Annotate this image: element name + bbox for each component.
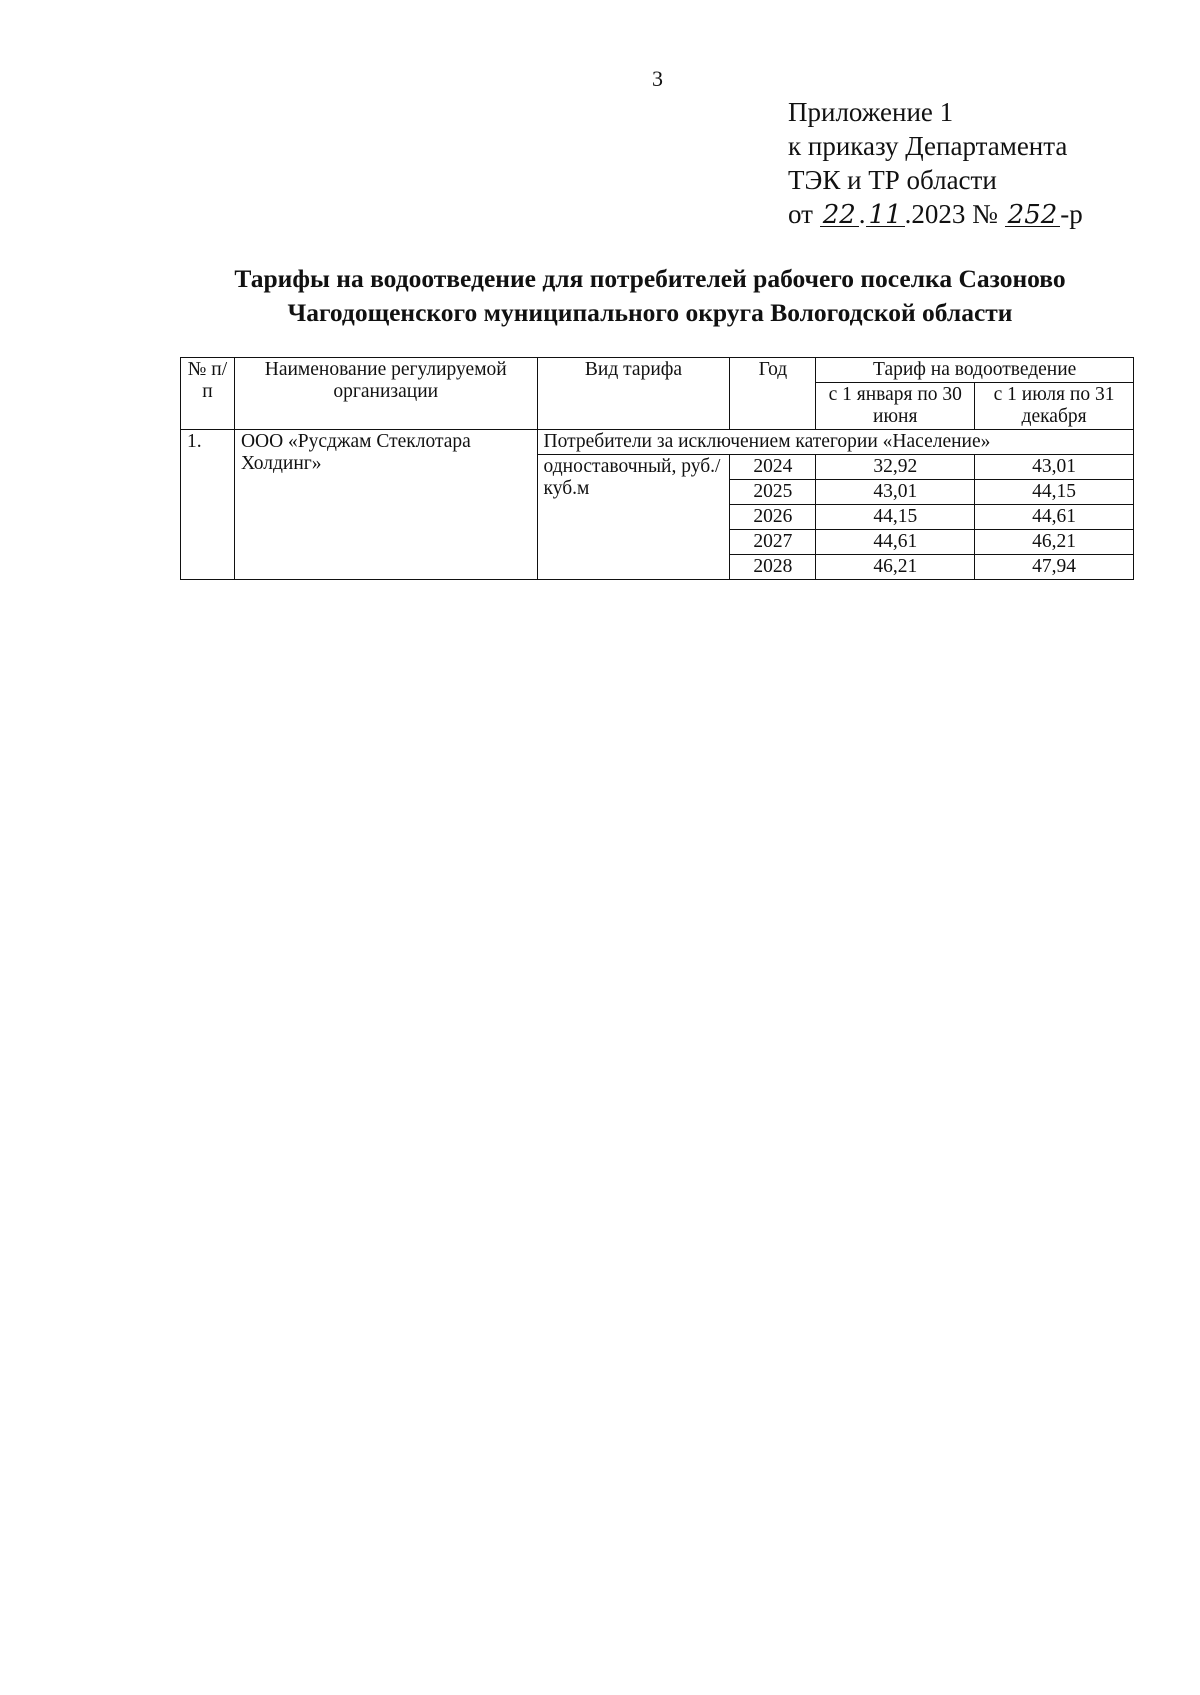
document-title xyxy=(150,262,1150,330)
order-suffix: -р xyxy=(1060,199,1083,229)
appendix-line-3: ТЭК и ТР области xyxy=(788,165,997,195)
year-cell: 2026 xyxy=(730,505,816,530)
tariff-h1-cell: 32,92 xyxy=(816,455,975,480)
header-num: № п/п xyxy=(181,358,235,430)
page-number: 3 xyxy=(652,66,663,91)
date-separator: . xyxy=(858,199,866,229)
tariff-h2-cell: 44,61 xyxy=(975,505,1134,530)
date-year: .2023 № xyxy=(904,199,998,229)
year-cell: 2025 xyxy=(730,480,816,505)
row-org: ООО «Русджам Стеклотара Холдинг» xyxy=(234,430,537,580)
appendix-block xyxy=(788,95,1083,231)
table-header-row xyxy=(181,358,1134,383)
header-period-1: с 1 января по 30 июня xyxy=(816,383,975,430)
header-year: Год xyxy=(730,358,816,430)
year-cell: 2027 xyxy=(730,530,816,555)
header-type: Вид тарифа xyxy=(537,358,730,430)
tariff-h1-cell: 44,61 xyxy=(816,530,975,555)
row-category: Потребители за исключением категории «Население» xyxy=(537,430,1133,455)
tariff-h2-cell: 43,01 xyxy=(975,455,1134,480)
tariff-h1-cell: 43,01 xyxy=(816,480,975,505)
date-prefix: от xyxy=(788,199,813,229)
appendix-line-2: к приказу Департамента xyxy=(788,131,1068,161)
tariff-h2-cell: 47,94 xyxy=(975,555,1134,580)
tariff-h1-cell: 46,21 xyxy=(816,555,975,580)
table-row xyxy=(181,430,1134,455)
header-tariff: Тариф на водоотведение xyxy=(816,358,1134,383)
tariff-h1-cell: 44,15 xyxy=(816,505,975,530)
header-org: Наименование регулируемой организации xyxy=(234,358,537,430)
year-cell: 2024 xyxy=(730,455,816,480)
header-period-2: с 1 июля по 31 декабря xyxy=(975,383,1134,430)
tariff-h2-cell: 46,21 xyxy=(975,530,1134,555)
appendix-date-line xyxy=(788,197,1083,231)
date-month: 11 xyxy=(866,204,905,227)
date-day: 22 xyxy=(820,204,859,227)
appendix-line-1: Приложение 1 xyxy=(788,97,954,127)
row-num: 1. xyxy=(181,430,235,580)
year-cell: 2028 xyxy=(730,555,816,580)
order-number: 252 xyxy=(1005,204,1061,227)
title-line-2: Чагодощенского муниципального округа Вологодской области xyxy=(287,298,1013,327)
row-tariff-type: одноставочный, руб./куб.м xyxy=(537,455,730,580)
title-line-1: Тарифы на водоотведение для потребителей рабочего поселка Сазоново xyxy=(234,264,1066,293)
tariff-h2-cell: 44,15 xyxy=(975,480,1134,505)
tariff-table xyxy=(180,357,1134,580)
